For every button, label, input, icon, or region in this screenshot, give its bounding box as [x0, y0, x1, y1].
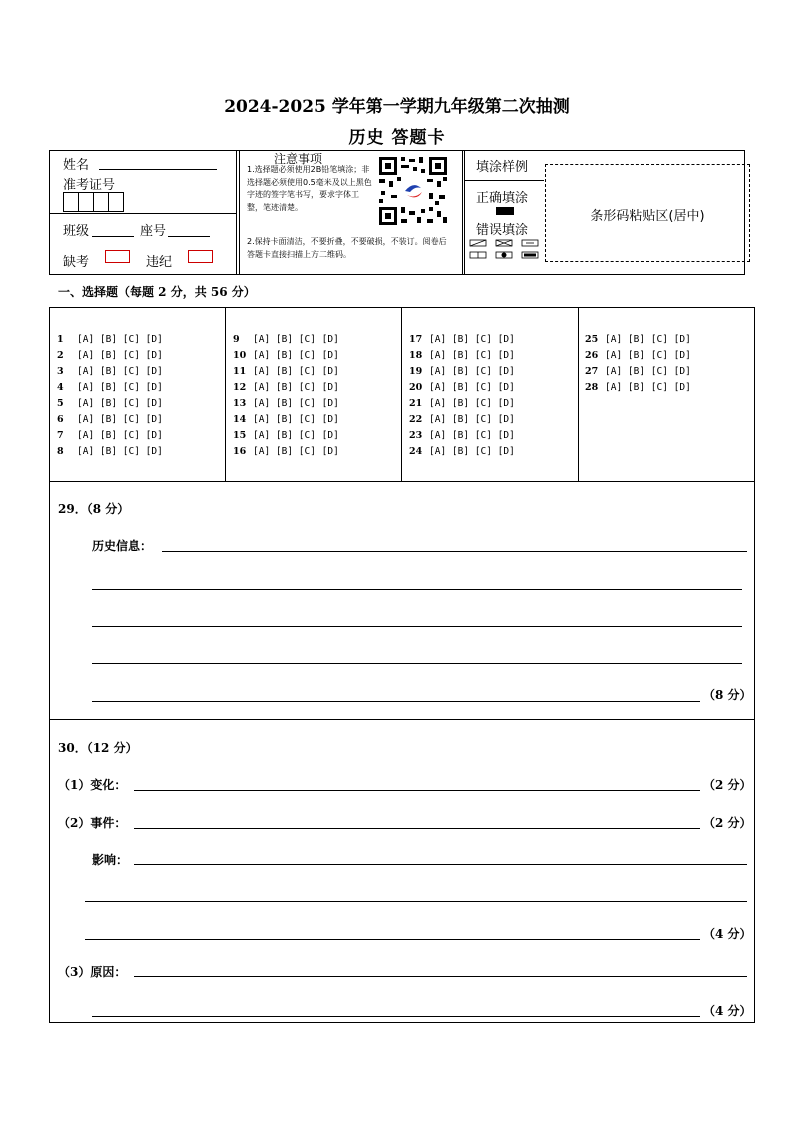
q29-title: 29．（8 分） — [58, 502, 130, 516]
mc-row[interactable]: 3 [A] [B] [C] [D] — [57, 366, 163, 377]
mc-row[interactable]: 20 [A] [B] [C] [D] — [409, 382, 515, 393]
q29-answer-line[interactable] — [162, 551, 747, 552]
section1-title: 一、选择题（每题 2 分，共 56 分） — [58, 285, 256, 299]
wrong-fill-label: 错误填涂 — [476, 223, 529, 238]
mc-row[interactable]: 24 [A] [B] [C] [D] — [409, 446, 515, 457]
q30-title: 30．（12 分） — [58, 741, 138, 755]
mc-row[interactable]: 13 [A] [B] [C] [D] — [233, 398, 339, 409]
seat-label: 座号 — [140, 224, 167, 239]
q30-part3-score: （4 分） — [703, 1004, 752, 1018]
q29-answer-line[interactable] — [92, 663, 742, 664]
notice-title: 注意事项 — [274, 152, 323, 166]
q30-part3-label: （3）原因： — [58, 965, 127, 979]
mc-row[interactable]: 6 [A] [B] [C] [D] — [57, 414, 163, 425]
mc-row[interactable]: 18 [A] [B] [C] [D] — [409, 350, 515, 361]
mc-row[interactable]: 15 [A] [B] [C] [D] — [233, 430, 339, 441]
mc-row[interactable]: 12 [A] [B] [C] [D] — [233, 382, 339, 393]
mc-row[interactable]: 14 [A] [B] [C] [D] — [233, 414, 339, 425]
q29-label: 历史信息： — [92, 539, 153, 553]
mc-row[interactable]: 1 [A] [B] [C] [D] — [57, 334, 163, 345]
mc-row[interactable]: 22 [A] [B] [C] [D] — [409, 414, 515, 425]
q30-part3-answer-line[interactable] — [134, 976, 747, 977]
notice-item-2: 2.保持卡面清洁，不要折叠，不要破损，不装订。阅卷后答题卡直接扫描上方二维码。 — [247, 237, 447, 259]
exam-title: 2024-2025 学年第一学期九年级第二次抽测 — [224, 97, 570, 117]
violation-label: 违纪 — [146, 255, 173, 270]
q29-answer-line[interactable] — [92, 589, 742, 590]
mc-row[interactable]: 16 [A] [B] [C] [D] — [233, 446, 339, 457]
violation-checkbox[interactable] — [188, 250, 213, 263]
card-subtitle: 历史 答题卡 — [348, 128, 446, 148]
mc-row[interactable]: 2 [A] [B] [C] [D] — [57, 350, 163, 361]
mc-row[interactable]: 7 [A] [B] [C] [D] — [57, 430, 163, 441]
name-field[interactable] — [99, 169, 217, 170]
q30-influence-answer-line[interactable] — [134, 864, 747, 865]
exam-id-label: 准考证号 — [63, 178, 116, 193]
barcode-label: 条形码粘贴区(居中) — [590, 209, 705, 224]
mc-row[interactable]: 4 [A] [B] [C] [D] — [57, 382, 163, 393]
barcode-area — [545, 164, 750, 262]
mc-row[interactable]: 26 [A] [B] [C] [D] — [585, 350, 691, 361]
q29-score: （8 分） — [703, 688, 752, 702]
q30-part1-answer-line[interactable] — [134, 790, 700, 791]
notice-item-1: 1.选择题必须使用2B铅笔填涂；非选择题必须使用0.5毫米及以上黑色字迹的签字笔书写，要求字体工整，笔迹清楚。 — [247, 165, 372, 212]
mc-row[interactable]: 28 [A] [B] [C] [D] — [585, 382, 691, 393]
q30-part2-answer-line[interactable] — [134, 828, 700, 829]
mc-row[interactable]: 21 [A] [B] [C] [D] — [409, 398, 515, 409]
mc-row[interactable]: 8 [A] [B] [C] [D] — [57, 446, 163, 457]
mc-row[interactable]: 10 [A] [B] [C] [D] — [233, 350, 339, 361]
q29-answer-line[interactable] — [92, 701, 700, 702]
absent-label: 缺考 — [63, 255, 90, 270]
fill-sample-title: 填涂样例 — [476, 160, 529, 175]
absent-checkbox[interactable] — [105, 250, 130, 263]
mc-row[interactable]: 11 [A] [B] [C] [D] — [233, 366, 339, 377]
q30-part1-score: （2 分） — [703, 778, 752, 792]
q30-part2-label: （2）事件： — [58, 816, 127, 830]
class-label: 班级 — [63, 224, 90, 239]
q30-influence-label: 影响： — [92, 853, 129, 867]
mc-row[interactable]: 19 [A] [B] [C] [D] — [409, 366, 515, 377]
wrong-fill-samples — [468, 238, 544, 260]
mc-row[interactable]: 5 [A] [B] [C] [D] — [57, 398, 163, 409]
name-label: 姓名 — [63, 158, 90, 173]
q29-answer-line[interactable] — [92, 626, 742, 627]
q30-part1-label: （1）变化： — [58, 778, 127, 792]
q30-part2-score: （2 分） — [703, 816, 752, 830]
mc-row[interactable]: 27 [A] [B] [C] [D] — [585, 366, 691, 377]
seat-field[interactable] — [168, 236, 210, 237]
mc-row[interactable]: 17 [A] [B] [C] [D] — [409, 334, 515, 345]
q30-influence-answer-line[interactable] — [85, 939, 700, 940]
correct-fill-sample — [496, 207, 514, 215]
q30-influence-answer-line[interactable] — [85, 901, 747, 902]
q30-influence-score: （4 分） — [703, 927, 752, 941]
q30-part3-answer-line[interactable] — [92, 1016, 700, 1017]
mc-row[interactable]: 9 [A] [B] [C] [D] — [233, 334, 339, 345]
correct-fill-label: 正确填涂 — [476, 191, 529, 206]
qr-code-icon — [377, 155, 449, 227]
mc-row[interactable]: 25 [A] [B] [C] [D] — [585, 334, 691, 345]
mc-row[interactable]: 23 [A] [B] [C] [D] — [409, 430, 515, 441]
class-field[interactable] — [92, 236, 134, 237]
